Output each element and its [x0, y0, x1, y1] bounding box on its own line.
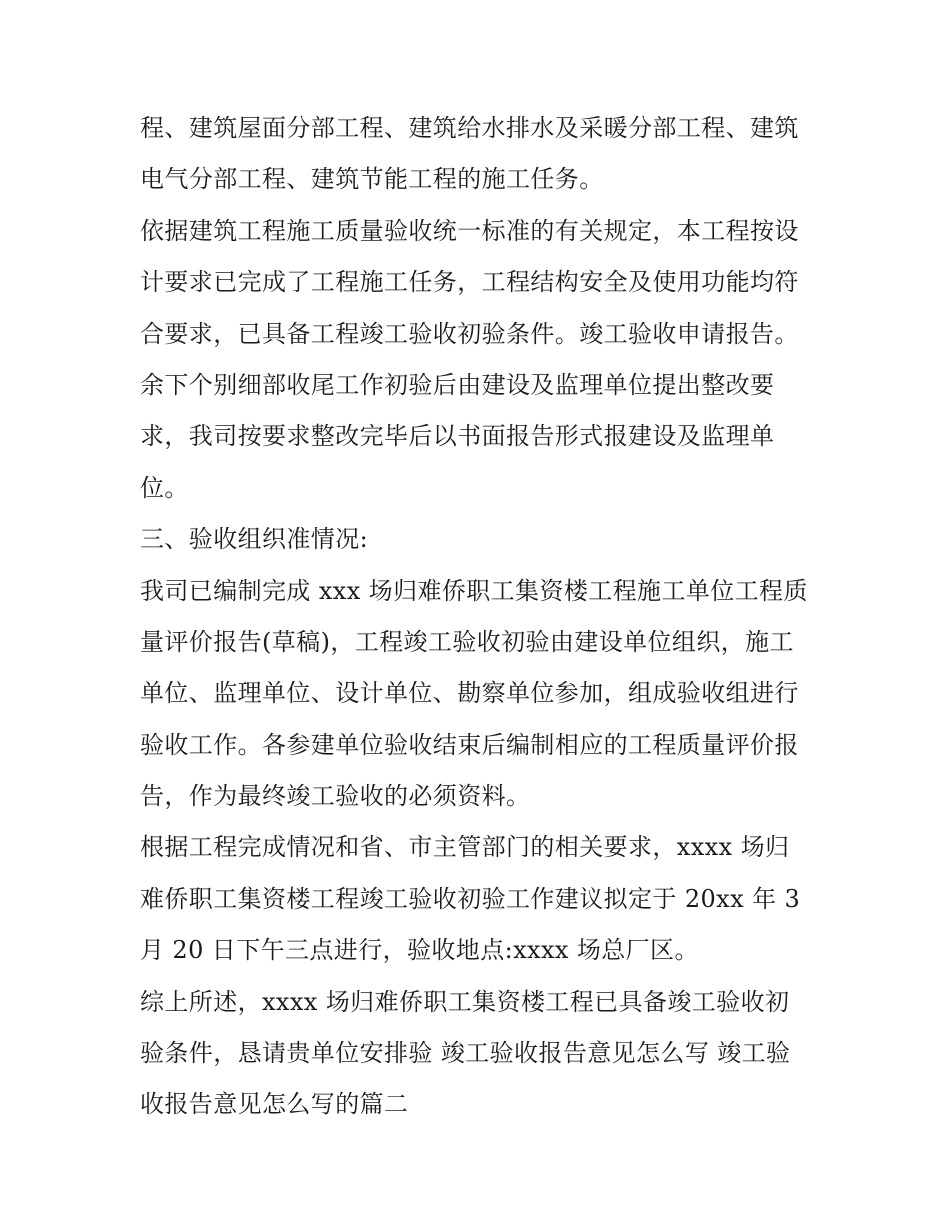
- text-line: 计要求已完成了工程施工任务，工程结构安全及使用功能均符: [140, 268, 799, 297]
- text-line: 电气分部工程、建筑节能工程的施工任务。: [140, 165, 604, 194]
- text-line: 余下个别细部收尾工作初验后由建设及监理单位提出整改要: [140, 370, 775, 399]
- text-line: 综上所述，xxxx 场归难侨职工集资楼工程已具备竣工验收初: [140, 987, 790, 1016]
- text-line: 月 20 日下午三点进行，验收地点:xxxx 场总厂区。: [140, 936, 699, 965]
- text-line: 单位、监理单位、设计单位、勘察单位参加，组成验收组进行: [140, 679, 799, 708]
- text-line: 程、建筑屋面分部工程、建筑给水排水及采暖分部工程、建筑: [140, 114, 799, 142]
- text-line: 求，我司按要求整改完毕后以书面报告形式报建设及监理单: [140, 422, 775, 451]
- body-text: [140, 103, 820, 1131]
- text-line: 验收工作。各参建单位验收结束后编制相应的工程质量评价报: [140, 730, 799, 759]
- section-heading: 三、验收组织准情况:: [140, 525, 369, 554]
- text-line: 依据建筑工程施工质量验收统一标准的有关规定，本工程按设: [140, 216, 799, 245]
- text-line: 难侨职工集资楼工程竣工验收初验工作建议拟定于 20xx 年 3: [140, 884, 801, 913]
- text-line: 位。: [140, 473, 189, 502]
- text-line: 根据工程完成情况和省、市主管部门的相关要求，xxxx 场归: [140, 833, 790, 862]
- text-line: 收报告意见怎么写的篇二: [140, 1090, 409, 1119]
- text-line: 验条件，恳请贵单位安排验 竣工验收报告意见怎么写 竣工验: [140, 1039, 791, 1068]
- text-line: 量评价报告(草稿)，工程竣工验收初验由建设单位组织，施工: [140, 627, 794, 656]
- text-line: 合要求，已具备工程竣工验收初验条件。竣工验收申请报告。: [140, 319, 799, 348]
- text-line: 告，作为最终竣工验收的必须资料。: [140, 782, 531, 811]
- text-line: 我司已编制完成 xxx 场归难侨职工集资楼工程施工单位工程质: [140, 576, 808, 605]
